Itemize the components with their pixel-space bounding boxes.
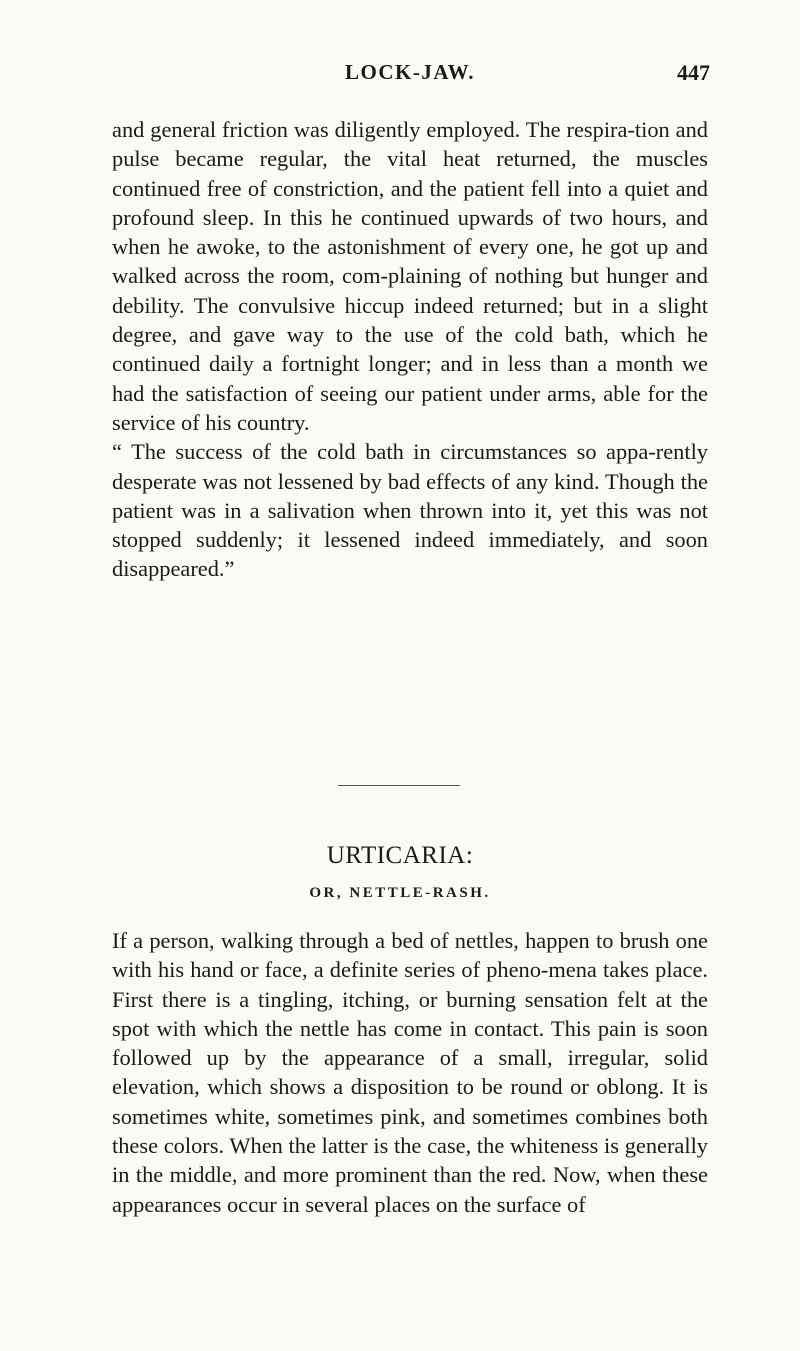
running-head-title: LOCK-JAW. [345, 60, 475, 84]
section-subtitle: OR, NETTLE-RASH. [309, 885, 491, 901]
paragraph-quotation: “ The success of the cold bath in circumstances so appa-rently desperate was not lessened by bad effects of any kind. Though the patient was in a salivation when thrown into it, yet this was not stopped suddenly; it lessened indeed immediately, and soon disappeared.” [112, 439, 708, 582]
page-number: 447 [677, 60, 710, 85]
continued-text-block [112, 115, 708, 584]
section-text-block [112, 926, 708, 1219]
section-divider [338, 785, 460, 786]
paragraph-continuation: and general friction was diligently employed. The respira-tion and pulse became regular, the vital heat returned, the muscles continued free of constriction, and the patient fell into a quiet and profound sleep. In this he continued upwards of two hours, and when he awoke, to the astonishment of every one, he got up and walked across the room, com-plaining of nothing but hunger and debility. The convulsive hiccup indeed returned; but in a slight degree, and gave way to the use of the cold bath, which he continued daily a fortnight longer; and in less than a month we had the satisfaction of seeing our patient under arms, able for the service of his country. [112, 117, 708, 435]
section-title: URTICARIA: [326, 842, 474, 869]
running-head [110, 60, 710, 90]
section-paragraph: If a person, walking through a bed of nettles, happen to brush one with his hand or face, a definite series of pheno-mena takes place. First there is a tingling, itching, or burning sensation felt at the spot with which the nettle has come in contact. This pain is soon followed up by the appearance of a small, irregular, solid elevation, which shows a disposition to be round or oblong. It is sometimes white, sometimes pink, and sometimes combines both these colors. When the latter is the case, the whiteness is generally in the middle, and more prominent than the red. Now, when these appearances occur in several places on the surface of [112, 928, 708, 1217]
